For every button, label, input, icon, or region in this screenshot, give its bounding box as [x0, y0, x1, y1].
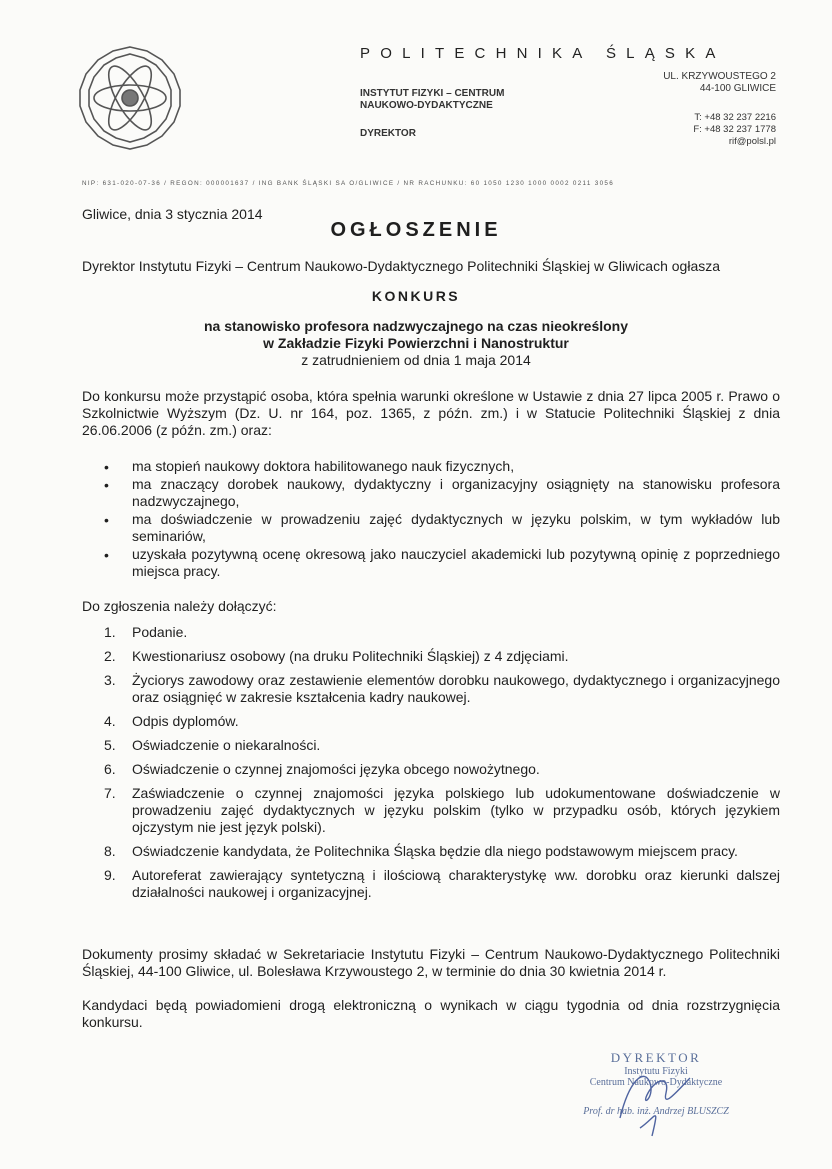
submission-paragraph: Dokumenty prosimy składać w Sekretariacie Instytutu Fizyki – Centrum Naukowo-Dydaktycznego Politechniki Śląskiej, 44-100 Gliwice, ul. Bolesława Krzywoustego 2, w terminie do dnia 30 kwietnia 2014 r. — [82, 946, 780, 979]
document-date: Gliwice, dnia 3 stycznia 2014 — [82, 206, 263, 222]
item-text: Oświadczenie o niekaralności. — [132, 737, 321, 753]
list-item — [82, 867, 780, 901]
list-item — [82, 648, 780, 665]
item-number: 2. — [104, 648, 116, 664]
item-text: Zaświadczenie o czynnej znajomości języka polskiego lub udokumentowane doświadczenie w prowadzeniu zajęć dydaktycznych w języku polskim (tylko w przypadku osób, których językiem ojczystym nie jest język polski). — [132, 785, 780, 835]
stamp-line1: Instytutu Fizyki — [624, 1066, 688, 1077]
list-item — [82, 737, 780, 754]
item-number: 5. — [104, 737, 116, 753]
unit-name — [360, 88, 504, 112]
position-line3: z zatrudnieniem od dnia 1 maja 2014 — [301, 352, 531, 368]
handwritten-signature-icon — [600, 1048, 710, 1138]
unit-name-line2: NAUKOWO-DYDAKTYCZNE — [360, 100, 493, 111]
document-title: OGŁOSZENIE — [330, 219, 502, 241]
item-text: Podanie. — [132, 624, 188, 640]
item-text: Oświadczenie o czynnej znajomości języka obcego nowożytnego. — [132, 761, 540, 777]
item-text: Kwestionariusz osobowy (na druku Politechniki Śląskiej) z 4 zdjęciami. — [132, 648, 569, 664]
item-text: Autoreferat zawierający syntetyczną i ilościową charakterystykę ww. dorobku oraz kierunki dalszej działalności naukowej i organizacyjnej. — [132, 867, 780, 900]
intro-paragraph: Do konkursu może przystąpić osoba, która spełnia warunki określone w Ustawie z dnia 27 lipca 2005 r. Prawo o Szkolnictwie Wyższym (Dz. U. nr 164, poz. 1365, z późn. zm.) i w Statucie Politechniki Śląskiej z dnia 26.06.2006 (z późn. zm.) oraz: — [82, 388, 780, 438]
item-text: Odpis dyplomów. — [132, 713, 239, 729]
konkurs-heading: KONKURS — [371, 288, 461, 304]
item-text: Oświadczenie kandydata, że Politechnika Śląska będzie dla niego podstawowym miejscem pracy. — [132, 843, 738, 859]
item-number: 4. — [104, 713, 116, 729]
role-label: DYREKTOR — [360, 128, 416, 139]
item-number: 3. — [104, 672, 116, 688]
item-number: 1. — [104, 624, 116, 640]
list-item — [82, 785, 780, 836]
list-item: • ma doświadczenie w prowadzeniu zajęć dydaktycznych w języku polskim, w tym wykładów lub seminariów, — [82, 511, 780, 545]
list-item: • ma stopień naukowy doktora habilitowanego nauk fizycznych, — [82, 458, 780, 475]
address-block — [663, 71, 776, 95]
list-item — [82, 672, 780, 706]
position-block — [0, 318, 832, 369]
position-line1: na stanowisko profesora nadzwyczajnego na czas nieokreślony — [203, 318, 629, 334]
position-line2: w Zakładzie Fizyki Powierzchni i Nanostruktur — [263, 335, 569, 351]
list-item — [82, 843, 780, 860]
notification-paragraph: Kandydaci będą powiadomieni drogą elektroniczną o wynikach w ciągu tygodnia od dnia rozstrzygnięcia konkursu. — [82, 997, 780, 1030]
attachments-list — [82, 624, 780, 908]
stamp-line2: Centrum Naukowo-Dydaktyczne — [589, 1077, 723, 1088]
item-number: 8. — [104, 843, 116, 859]
attachments-intro: Do zgłoszenia należy dołączyć: — [82, 598, 277, 614]
item-number: 9. — [104, 867, 116, 883]
registry-line: NIP: 631-020-07-36 / REGON: 000001637 / ING BANK ŚLĄSKI SA O/GLIWICE / NR RACHUNKU: 60 1050 1230 1000 0002 0211 3056 — [82, 180, 615, 187]
list-item — [82, 624, 780, 641]
fax-number: F: +48 32 237 1778 — [693, 124, 776, 135]
email-address: rif@polsl.pl — [728, 136, 776, 147]
requirements-list — [82, 458, 780, 581]
list-item — [82, 761, 780, 778]
list-item: • uzyskała pozytywną ocenę okresową jako nauczyciel akademicki lub pozytywną opinię z poprzedniego miejsca pracy. — [82, 546, 780, 580]
stamp-title: DYREKTOR — [610, 1050, 702, 1065]
item-number: 7. — [104, 785, 116, 801]
address-city: 44-100 GLIWICE — [699, 83, 776, 94]
item-text: Życiorys zawodowy oraz zestawienie elementów dorobku naukowego, dydaktycznego i organizacyjnego oraz osiągnięć w zakresie kształcenia kadry naukowej. — [132, 672, 780, 705]
lead-sentence: Dyrektor Instytutu Fizyki – Centrum Naukowo-Dydaktycznego Politechniki Śląskiej w Gliwicach ogłasza — [82, 258, 721, 274]
institution-name: POLITECHNIKA ŚLĄSKA — [360, 45, 726, 62]
university-logo-icon — [76, 44, 184, 152]
phone-number: T: +48 32 237 2216 — [694, 112, 776, 123]
unit-name-line1: INSTYTUT FIZYKI – CENTRUM — [360, 88, 505, 99]
item-number: 6. — [104, 761, 116, 777]
contact-block — [693, 112, 776, 148]
stamp-name: Prof. dr hab. inż. Andrzej BLUSZCZ — [583, 1106, 729, 1117]
list-item: • ma znaczący dorobek naukowy, dydaktyczny i organizacyjny osiągnięty na stanowisku profesora nadzwyczajnego, — [82, 476, 780, 510]
list-item — [82, 713, 780, 730]
address-street: UL. KRZYWOUSTEGO 2 — [663, 71, 776, 82]
